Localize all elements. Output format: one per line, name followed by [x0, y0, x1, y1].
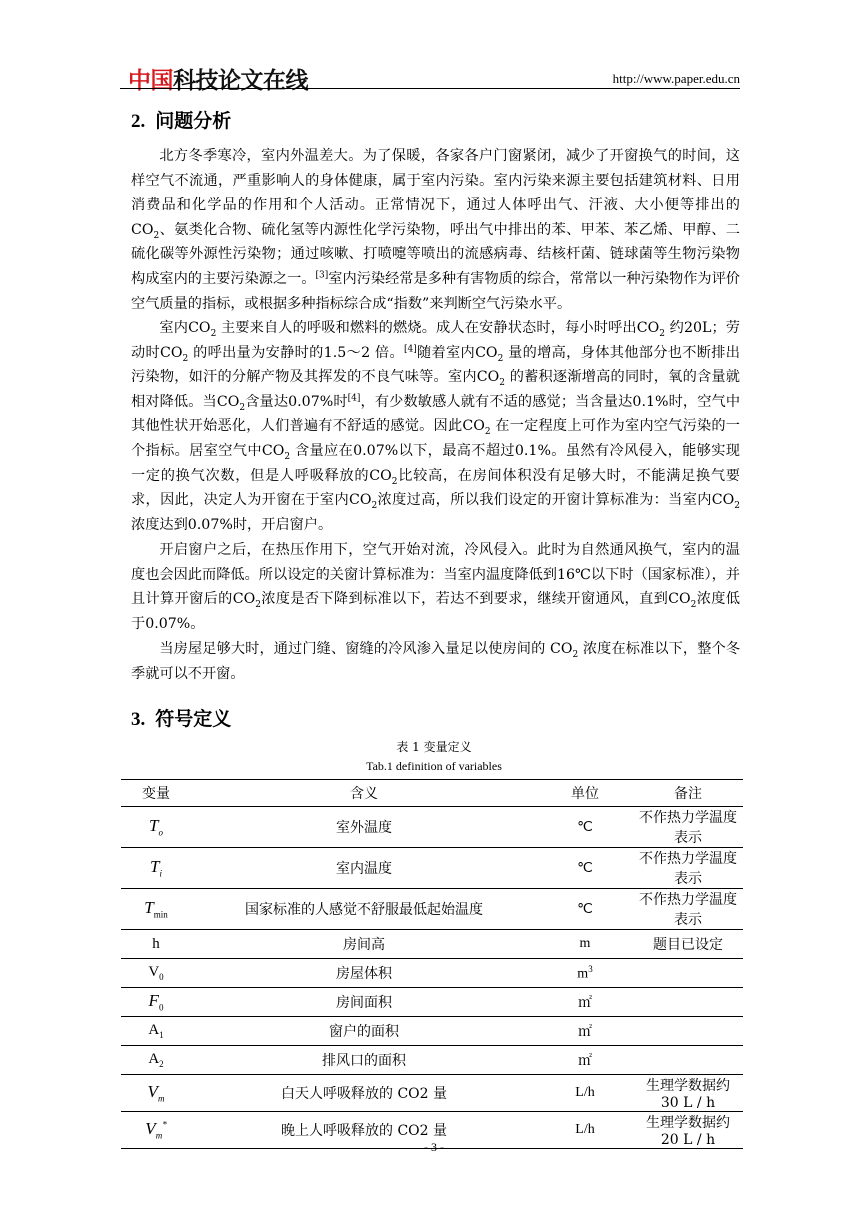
text-run: 、氨类化合物、硫化氢等内源性化学污染物，呼出气中排出的苯、甲苯、苯乙烯、甲醇、二硫化碳等外源性污染物；通过咳嗽、打喷嚏等喷出的流感病毒、结核杆菌、链球菌等生物污染物构成室内的主要污染源之一。 [131, 221, 740, 287]
subscript: 2 [659, 328, 665, 339]
meaning-cell: 室外温度 [191, 807, 537, 848]
text-run: 浓度是否下降到标准以下，若达不到要求，继续开窗通风，直到CO [260, 591, 691, 608]
symbol: h [152, 935, 160, 952]
symbol-subscript: 1 [159, 1030, 164, 1040]
text-run: 比较高，在房间体积没有足够大时，不能满足换气要求，因此，决定人为开窗在于室内CO [131, 467, 740, 509]
subscript: 2 [284, 451, 291, 462]
meaning-cell: 房间面积 [191, 988, 537, 1017]
citation-ref: [4] [347, 393, 361, 404]
symbol-subscript: m [157, 1093, 165, 1104]
table-row [121, 1075, 743, 1112]
section-3-heading [131, 704, 231, 731]
symbol: T [150, 857, 160, 877]
symbol-subscript: 0 [158, 1002, 164, 1013]
table-row [121, 959, 743, 988]
subscript: 2 [484, 427, 491, 438]
table-caption-en: Tab.1 definition of variables [366, 759, 502, 773]
symbol: V [147, 1082, 158, 1102]
paragraph-1 [131, 144, 740, 316]
text-run: 浓度达到0.07%时，开启窗户。 [131, 516, 333, 533]
symbol-subscript: min [153, 909, 168, 920]
symbol-cell [121, 988, 191, 1017]
unit-cell: ℃ [537, 889, 633, 930]
logo-part-black: 科技论文在线 [173, 68, 308, 94]
table-caption-cn: 表 1 变量定义 [396, 740, 472, 754]
paragraph-4 [131, 637, 740, 686]
text-run: 当房屋足够大时，通过门缝、窗缝的冷风渗入量足以使房间的 CO [159, 641, 573, 657]
symbol: V [145, 1119, 156, 1139]
header-rule [120, 88, 740, 89]
column-header: 变量 [121, 780, 191, 807]
symbol-cell [121, 848, 191, 889]
text-run: 量的增高，身体其他部分也不断排出污染物，如汗的分解产物及其挥发的不良气味等。室内CO [131, 344, 740, 386]
text-run: 浓度过高，所以我们设定的开窗计算标准为：当室内CO [377, 492, 735, 509]
text-run: 室内污染经常是多种有害物质的综合，常常以一种污染物作为评价空气质量的指标，或根据多种指标综合成“指数”来判断空气污染水平。 [131, 270, 740, 312]
page-header [120, 56, 740, 94]
logo-part-red: 中国 [128, 68, 173, 94]
meaning-cell: 国家标准的人感觉不舒服最低起始温度 [191, 889, 537, 930]
meaning-cell: 房间高 [191, 930, 537, 959]
symbol-subscript: m [155, 1130, 163, 1141]
column-header: 含义 [191, 780, 537, 807]
section-title: 符号定义 [155, 708, 232, 730]
journal-logo [128, 62, 308, 95]
symbol-subscript: i [159, 868, 162, 879]
symbol-cell [121, 1017, 191, 1046]
unit-cell: m [537, 930, 633, 959]
meaning-cell: 室内温度 [191, 848, 537, 889]
text-run: 在一定程度上可作为室内空气污染的一个指标。居室空气中CO [131, 418, 740, 459]
symbol-cell [121, 1046, 191, 1075]
text-run: 北方冬季寒冷，室内外温差大。为了保暖，各家各户门窗紧闭，减少了开窗换气的时间，这样空气不流通，严重影响人的身体健康，属于室内污染。室内污染来源主要包括建筑材料、日用消费品和化学品的作用和个人活动。正常情况下，通过人体呼出气、汗液、大小便等排出的CO [131, 148, 740, 238]
text-run: 的呼出量为安静时的1.5～2 倍。 [188, 344, 404, 361]
symbol-cell [121, 889, 191, 930]
table-row [121, 988, 743, 1017]
symbol: T [144, 898, 154, 918]
unit-text: m [577, 966, 589, 982]
unit-cell: ℃ [537, 807, 633, 848]
table-row [121, 889, 743, 930]
subscript: 2 [499, 378, 505, 389]
subscript: 2 [497, 353, 504, 364]
table-row [121, 930, 743, 959]
text-run: 随着室内CO [416, 344, 498, 361]
subscript: 2 [182, 353, 189, 364]
section-number: 2. [131, 111, 146, 132]
symbol-subscript: 0 [159, 972, 164, 982]
section-number: 3. [131, 709, 146, 730]
note-cell: 生理学数据约 30 L / h [633, 1075, 743, 1112]
page-number: - 3 - [424, 1140, 444, 1154]
table-row [121, 1046, 743, 1075]
table-row [121, 848, 743, 889]
subscript: 2 [572, 649, 579, 660]
unit-cell: ㎡ [537, 1017, 633, 1046]
meaning-cell: 房屋体积 [191, 959, 537, 988]
column-header: 单位 [537, 780, 633, 807]
unit-cell: ㎡ [537, 1046, 633, 1075]
meaning-cell: 排风口的面积 [191, 1046, 537, 1075]
symbol: F [148, 991, 159, 1011]
unit-cell: ℃ [537, 848, 633, 889]
table-row [121, 1017, 743, 1046]
subscript: 2 [255, 600, 261, 611]
column-header: 备注 [633, 780, 743, 807]
subscript: 2 [734, 500, 740, 511]
table-header-row [121, 780, 743, 807]
text-run: 浓度在标准以下，整个冬季就可以不开窗。 [131, 641, 741, 682]
unit-cell [537, 959, 633, 988]
table-row [121, 807, 743, 848]
variable-definition-table [121, 779, 743, 1149]
text-run: 主要来自人的呼吸和燃料的燃烧。成人在安静状态时，每小时呼出CO [216, 320, 660, 336]
symbol: A [148, 1051, 160, 1067]
text-run: 开启窗户之后，在热压作用下，空气开始对流，冷风侵入。此时为自然通风换气，室内的温度也会因此而降低。所以设定的关窗计算标准为：当室内温度降低到16℃以下时（国家标准），并且计算开窗后的CO [131, 542, 740, 608]
subscript: 2 [153, 230, 160, 241]
note-cell [633, 1046, 743, 1075]
unit-superscript: 3 [588, 963, 593, 974]
text-run: 的蓄积逐渐增高的同时，氧的含量就相对降低。当CO [131, 369, 740, 410]
text-run: 室内CO [159, 320, 211, 336]
note-cell: 不作热力学温度表示 [633, 807, 743, 848]
symbol-superscript: * [162, 1119, 167, 1130]
subscript: 2 [210, 328, 217, 339]
section-2-heading [131, 106, 231, 133]
text-run: ，有少数敏感人就有不适的感觉；当含量达0.1%时，空气中其他性状开始恶化，人们普遍有不舒适的感觉。因此CO [131, 393, 741, 435]
paragraph-3 [131, 538, 740, 636]
note-cell [633, 988, 743, 1017]
meaning-cell: 窗户的面积 [191, 1017, 537, 1046]
meaning-cell: 白天人呼吸释放的 CO2 量 [191, 1075, 537, 1112]
citation-ref: [4] [403, 343, 417, 354]
text-run: 含量应在0.07%以下，最高不超过0.1%。虽然有冷风侵入，能够实现一定的换气次数，但是人呼吸释放的CO [131, 442, 740, 484]
subscript: 2 [239, 402, 246, 413]
header-url: http://www.paper.edu.cn [612, 71, 740, 86]
symbol: A [148, 1022, 160, 1038]
note-cell: 不作热力学温度表示 [633, 889, 743, 930]
section-title: 问题分析 [155, 110, 232, 132]
subscript: 2 [371, 500, 378, 511]
text-run: 约20L；劳动时CO [131, 320, 740, 361]
paragraph-2 [131, 316, 740, 537]
symbol-cell [121, 959, 191, 988]
note-cell: 题目已设定 [633, 930, 743, 959]
note-cell [633, 1017, 743, 1046]
symbol: V [148, 964, 160, 980]
subscript: 2 [391, 476, 398, 487]
unit-cell: ㎡ [537, 988, 633, 1017]
subscript: 2 [690, 600, 697, 611]
meaning-cell: 晚上人呼吸释放的 CO2 量 [191, 1112, 537, 1149]
citation-ref: [3] [315, 270, 329, 281]
unit-cell: L/h [537, 1075, 633, 1112]
symbol-subscript: 2 [159, 1059, 164, 1069]
unit-cell: L/h [537, 1112, 633, 1149]
symbol-cell [121, 930, 191, 959]
note-cell: 生理学数据约 20 L / h [633, 1112, 743, 1149]
note-cell: 不作热力学温度表示 [633, 848, 743, 889]
text-run: 浓度低于0.07%。 [131, 591, 740, 632]
symbol-subscript: o [158, 827, 163, 838]
note-cell [633, 959, 743, 988]
symbol-cell [121, 807, 191, 848]
symbol-cell [121, 1075, 191, 1112]
symbol: T [149, 816, 159, 836]
text-run: 含量达0.07%时 [245, 393, 348, 410]
